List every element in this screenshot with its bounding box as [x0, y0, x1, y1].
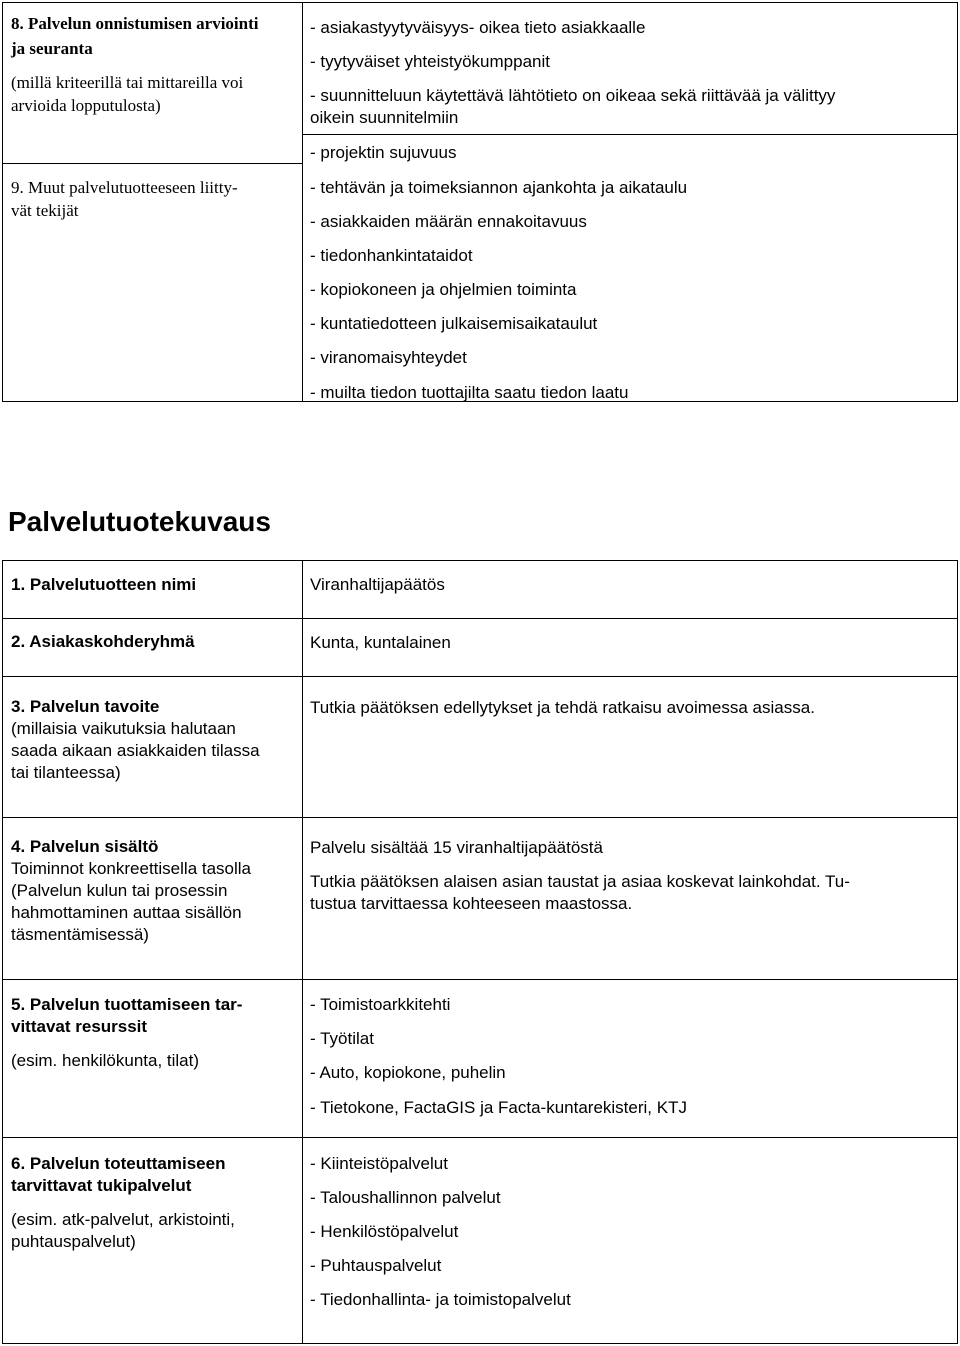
row4-value-line: tustua tarvittaessa kohteeseen maastossa. — [310, 894, 633, 913]
row6-item: - Taloushallinnon palvelut — [310, 1188, 501, 1207]
row9-title-line1: 9. Muut palvelutuotteeseen liitty- — [11, 178, 238, 197]
evaluation-table — [2, 2, 958, 402]
row1-value: Viranhaltijapäätös — [310, 575, 445, 594]
row3-desc-line: (millaisia vaikutuksia halutaan — [11, 719, 236, 738]
row6-item: - Henkilöstöpalvelut — [310, 1222, 459, 1241]
row-divider — [3, 163, 302, 164]
row8-title-line1: 8. Palvelun onnistumisen arviointi — [11, 14, 259, 33]
row5-item: - Toimistoarkkitehti — [310, 995, 451, 1014]
row3-desc-line: saada aikaan asiakkaiden tilassa — [11, 741, 260, 760]
row8-desc-line2: arvioida lopputulosta) — [11, 96, 161, 115]
row-divider — [3, 817, 957, 818]
row-divider — [302, 134, 957, 135]
row4-value-line: Tutkia päätöksen alaisen asian taustat ja asiaa koskevat lainkohdat. Tu- — [310, 872, 850, 891]
section-title: Palvelutuotekuvaus — [8, 506, 271, 537]
row8-item: - asiakastyytyväisyys- oikea tieto asiakkaalle — [310, 18, 646, 37]
row2-value: Kunta, kuntalainen — [310, 633, 451, 652]
row3-label: 3. Palvelun tavoite — [11, 697, 160, 716]
row6-label-line: 6. Palvelun toteuttamiseen — [11, 1154, 226, 1173]
row3-value: Tutkia päätöksen edellytykset ja tehdä ratkaisu avoimessa asiassa. — [310, 698, 815, 717]
row9-item: - viranomaisyhteydet — [310, 348, 467, 367]
row8-desc-line1: (millä kriteerillä tai mittareilla voi — [11, 73, 244, 92]
service-description-table — [2, 560, 958, 1344]
column-divider — [302, 561, 303, 1343]
row6-item: - Puhtauspalvelut — [310, 1256, 442, 1275]
row6-label-line: tarvittavat tukipalvelut — [11, 1176, 192, 1195]
row-divider — [3, 979, 957, 980]
row6-desc-line: (esim. atk-palvelut, arkistointi, — [11, 1210, 235, 1229]
row8-item: - suunnitteluun käytettävä lähtötieto on oikeaa sekä riittävää ja välittyy — [310, 86, 836, 105]
row9-item: - kopiokoneen ja ohjelmien toiminta — [310, 280, 577, 299]
row9-item: - tehtävän ja toimeksiannon ajankohta ja aikataulu — [310, 178, 688, 197]
row5-item: - Työtilat — [310, 1029, 374, 1048]
row6-desc-line: puhtauspalvelut) — [11, 1232, 136, 1251]
row8-item: - tyytyväiset yhteistyökumppanit — [310, 52, 550, 71]
row8-item: oikein suunnitelmiin — [310, 108, 459, 127]
row4-desc-line: hahmottaminen auttaa sisällön — [11, 903, 242, 922]
row9-item: - projektin sujuvuus — [310, 143, 457, 162]
row4-desc-line: (Palvelun kulun tai prosessin — [11, 881, 228, 900]
row5-desc: (esim. henkilökunta, tilat) — [11, 1051, 200, 1070]
row9-item: - kuntatiedotteen julkaisemisaikataulut — [310, 314, 598, 333]
row-divider — [3, 676, 957, 677]
row6-item: - Kiinteistöpalvelut — [310, 1154, 448, 1173]
row4-desc-line: täsmentämisessä) — [11, 925, 149, 944]
row4-desc-line: Toiminnot konkreettisella tasolla — [11, 859, 252, 878]
row9-title-line2: vät tekijät — [11, 201, 79, 220]
row-divider — [3, 1137, 957, 1138]
row5-item: - Auto, kopiokone, puhelin — [310, 1063, 506, 1082]
row4-label: 4. Palvelun sisältö — [11, 837, 159, 856]
row5-label-line: vittavat resurssit — [11, 1017, 148, 1036]
row4-value-line: Palvelu sisältää 15 viranhaltijapäätöstä — [310, 838, 603, 857]
row9-item: - tiedonhankintataidot — [310, 246, 473, 265]
row6-item: - Tiedonhallinta- ja toimistopalvelut — [310, 1290, 571, 1309]
row-divider — [3, 618, 957, 619]
row5-label-line: 5. Palvelun tuottamiseen tar- — [11, 995, 243, 1014]
column-divider — [302, 3, 303, 401]
row9-item: - muilta tiedon tuottajilta saatu tiedon laatu — [310, 383, 629, 402]
row2-label: 2. Asiakaskohderyhmä — [11, 632, 195, 651]
row3-desc-line: tai tilanteessa) — [11, 763, 121, 782]
row8-title-line2: ja seuranta — [11, 39, 93, 58]
row5-item: - Tietokone, FactaGIS ja Facta-kuntarekisteri, KTJ — [310, 1098, 687, 1117]
row9-item: - asiakkaiden määrän ennakoitavuus — [310, 212, 587, 231]
row1-label: 1. Palvelutuotteen nimi — [11, 575, 197, 594]
